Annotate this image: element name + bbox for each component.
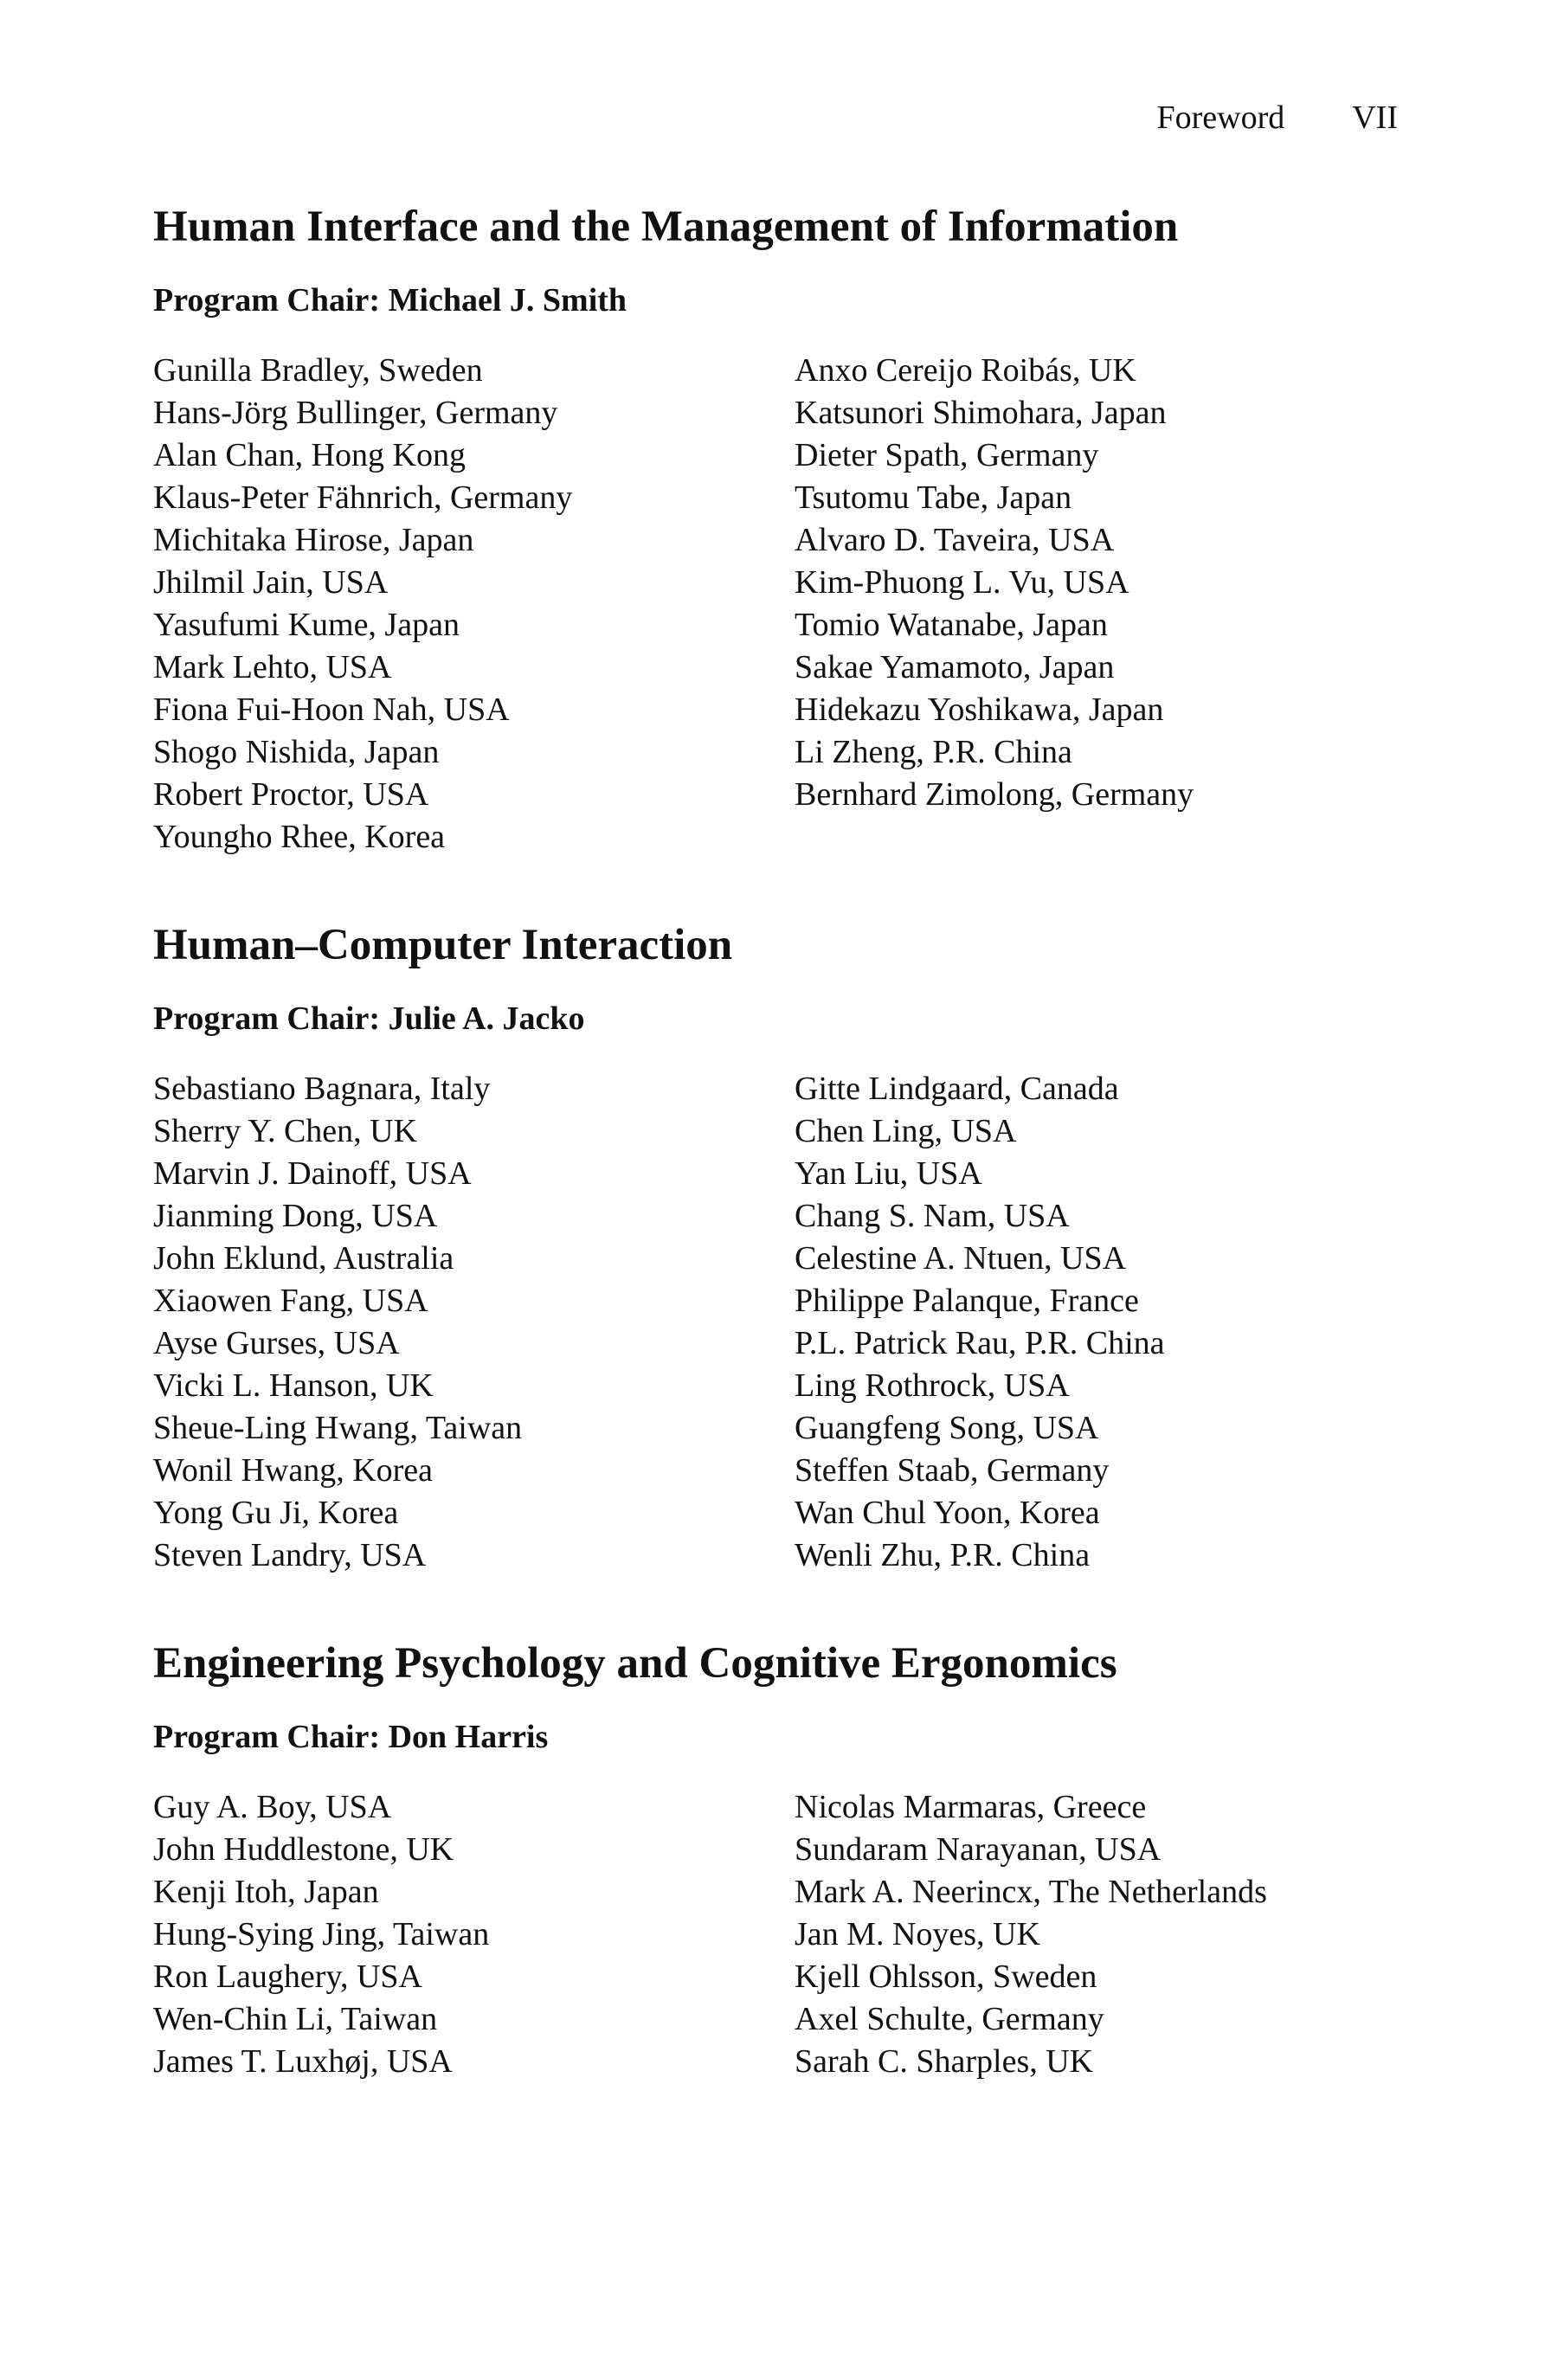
program-chair: Program Chair: Don Harris (153, 1719, 549, 1755)
committee-member: Jan M. Noyes, UK (795, 1916, 1040, 1952)
member-list-right (795, 350, 1398, 859)
committee-member: Sebastiano Bagnara, Italy (153, 1071, 491, 1107)
committee-member: Axel Schulte, Germany (795, 2001, 1104, 2037)
section-title: Human Interface and the Management of Information (153, 203, 1179, 251)
committee-member: Bernhard Zimolong, Germany (795, 776, 1194, 813)
committee-member: Steffen Staab, Germany (795, 1452, 1110, 1489)
member-list-left (153, 1786, 795, 2083)
member-list-left (153, 350, 795, 859)
committee-member: Anxo Cereijo Roibás, UK (795, 352, 1136, 389)
committee-member: Kim-Phuong L. Vu, USA (795, 564, 1129, 601)
member-list-right (795, 1786, 1398, 2083)
committee-member: Yasufumi Kume, Japan (153, 607, 460, 643)
committee-member: Hung-Sying Jing, Taiwan (153, 1916, 490, 1952)
committee-member: Jhilmil Jain, USA (153, 564, 389, 601)
committee-member: P.L. Patrick Rau, P.R. China (795, 1325, 1165, 1361)
committee-member: Tsutomu Tabe, Japan (795, 479, 1072, 516)
committee-member: Alan Chan, Hong Kong (153, 437, 466, 473)
page-content (153, 197, 1398, 2083)
committee-member: Mark Lehto, USA (153, 649, 392, 685)
committee-member: Xiaowen Fang, USA (153, 1283, 428, 1319)
committee-member: Fiona Fui-Hoon Nah, USA (153, 691, 510, 728)
committee-member: Wenli Zhu, P.R. China (795, 1537, 1091, 1573)
committee-member: Michitaka Hirose, Japan (153, 522, 474, 558)
committee-section-2 (153, 1634, 1398, 2083)
committee-member: Ron Laughery, USA (153, 1959, 422, 1995)
committee-member: Klaus-Peter Fähnrich, Germany (153, 479, 573, 516)
committee-member: Tomio Watanabe, Japan (795, 607, 1108, 643)
committee-member: John Eklund, Australia (153, 1240, 454, 1277)
committee-member: Jianming Dong, USA (153, 1198, 438, 1234)
program-chair: Program Chair: Michael J. Smith (153, 282, 627, 318)
committee-member: Gunilla Bradley, Sweden (153, 352, 483, 389)
committee-member: Mark A. Neerincx, The Netherlands (795, 1874, 1267, 1910)
committee-member: Robert Proctor, USA (153, 776, 429, 813)
committee-member: Sheue-Ling Hwang, Taiwan (153, 1410, 523, 1446)
committee-section-1 (153, 916, 1398, 1577)
committee-member: Guangfeng Song, USA (795, 1410, 1099, 1446)
member-columns (153, 1068, 1398, 1577)
member-columns (153, 350, 1398, 859)
committee-member: Dieter Spath, Germany (795, 437, 1099, 473)
committee-member: Sakae Yamamoto, Japan (795, 649, 1115, 685)
committee-member: Katsunori Shimohara, Japan (795, 395, 1167, 431)
committee-member: Steven Landry, USA (153, 1537, 427, 1573)
committee-member: Kenji Itoh, Japan (153, 1874, 379, 1910)
committee-member: Marvin J. Dainoff, USA (153, 1155, 472, 1192)
committee-member: John Huddlestone, UK (153, 1831, 454, 1868)
committee-member: Yan Liu, USA (795, 1155, 982, 1192)
section-title: Human–Computer Interaction (153, 921, 733, 969)
section-title: Engineering Psychology and Cognitive Ergonomics (153, 1639, 1117, 1688)
committee-section-0 (153, 197, 1398, 859)
committee-member: James T. Luxhøj, USA (153, 2043, 453, 2080)
committee-member: Ling Rothrock, USA (795, 1367, 1070, 1404)
committee-member: Chen Ling, USA (795, 1113, 1017, 1149)
running-header-section: Foreword (1156, 100, 1285, 136)
running-header (1156, 97, 1398, 138)
committee-member: Sundaram Narayanan, USA (795, 1831, 1162, 1868)
committee-member: Chang S. Nam, USA (795, 1198, 1070, 1234)
committee-member: Kjell Ohlsson, Sweden (795, 1959, 1097, 1995)
committee-member: Philippe Palanque, France (795, 1283, 1139, 1319)
member-list-left (153, 1068, 795, 1577)
committee-member: Li Zheng, P.R. China (795, 734, 1072, 770)
committee-member: Shogo Nishida, Japan (153, 734, 440, 770)
committee-member: Wan Chul Yoon, Korea (795, 1495, 1100, 1531)
committee-member: Wonil Hwang, Korea (153, 1452, 434, 1489)
page-number: VII (1352, 100, 1398, 136)
committee-member: Youngho Rhee, Korea (153, 819, 446, 855)
committee-member: Sarah C. Sharples, UK (795, 2043, 1094, 2080)
committee-member: Hans-Jörg Bullinger, Germany (153, 395, 558, 431)
member-columns (153, 1786, 1398, 2083)
committee-member: Celestine A. Ntuen, USA (795, 1240, 1127, 1277)
committee-member: Hidekazu Yoshikawa, Japan (795, 691, 1164, 728)
committee-member: Nicolas Marmaras, Greece (795, 1789, 1147, 1825)
committee-member: Ayse Gurses, USA (153, 1325, 400, 1361)
member-list-right (795, 1068, 1398, 1577)
committee-member: Guy A. Boy, USA (153, 1789, 392, 1825)
committee-member: Vicki L. Hanson, UK (153, 1367, 434, 1404)
committee-member: Yong Gu Ji, Korea (153, 1495, 399, 1531)
committee-member: Wen-Chin Li, Taiwan (153, 2001, 438, 2037)
committee-member: Sherry Y. Chen, UK (153, 1113, 418, 1149)
program-chair: Program Chair: Julie A. Jacko (153, 1000, 585, 1037)
committee-member: Gitte Lindgaard, Canada (795, 1071, 1119, 1107)
committee-member: Alvaro D. Taveira, USA (795, 522, 1115, 558)
